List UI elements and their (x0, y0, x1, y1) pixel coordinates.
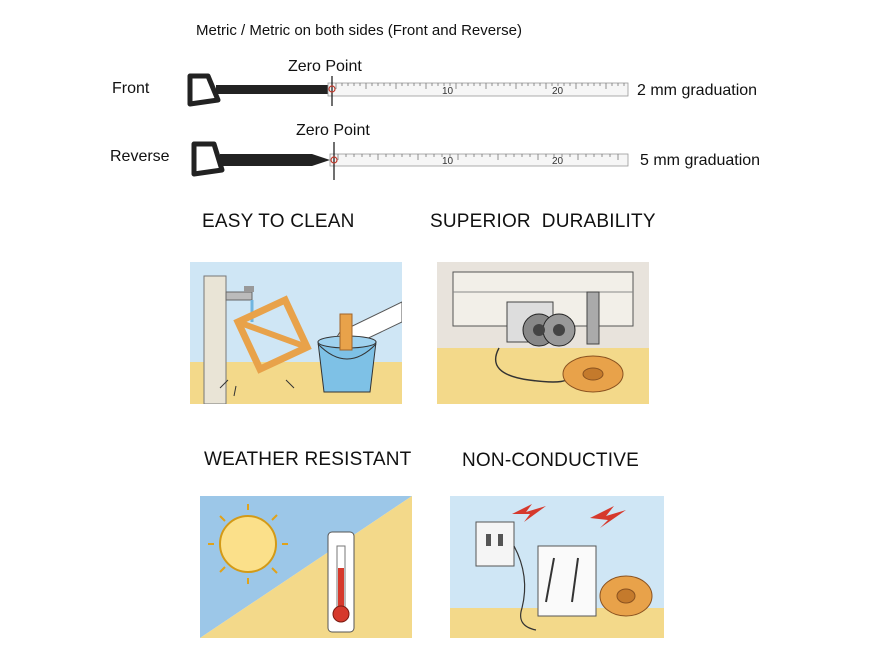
feature-title-weather-resistant: WEATHER RESISTANT (204, 449, 412, 470)
reverse-scale-20: 20 (552, 156, 564, 167)
reverse-zero-point-label: Zero Point (296, 122, 370, 139)
diagram-title: Metric / Metric on both sides (Front and Reverse) (196, 22, 522, 39)
front-graduation-label: 2 mm graduation (637, 82, 758, 99)
washing-tape-icon (190, 262, 402, 404)
feature-title-superior-durability: SUPERIOR DURABILITY (430, 211, 656, 232)
feature-title-non-conductive: NON-CONDUCTIVE (462, 450, 639, 471)
reverse-scale-10: 10 (442, 156, 454, 167)
electric-outlet-icon (450, 496, 664, 638)
reverse-label: Reverse (110, 148, 170, 165)
front-tape-diagram (180, 70, 630, 110)
feature-title-easy-to-clean: EASY TO CLEAN (202, 211, 355, 232)
front-label: Front (112, 80, 150, 97)
front-zero-point-label: Zero Point (288, 58, 362, 75)
sun-thermometer-icon (200, 496, 412, 638)
front-scale-20: 20 (552, 86, 564, 97)
reverse-tape-diagram (180, 138, 630, 182)
front-scale-10: 10 (442, 86, 454, 97)
reverse-graduation-label: 5 mm graduation (640, 152, 761, 169)
machinery-over-tape-icon (437, 262, 649, 404)
